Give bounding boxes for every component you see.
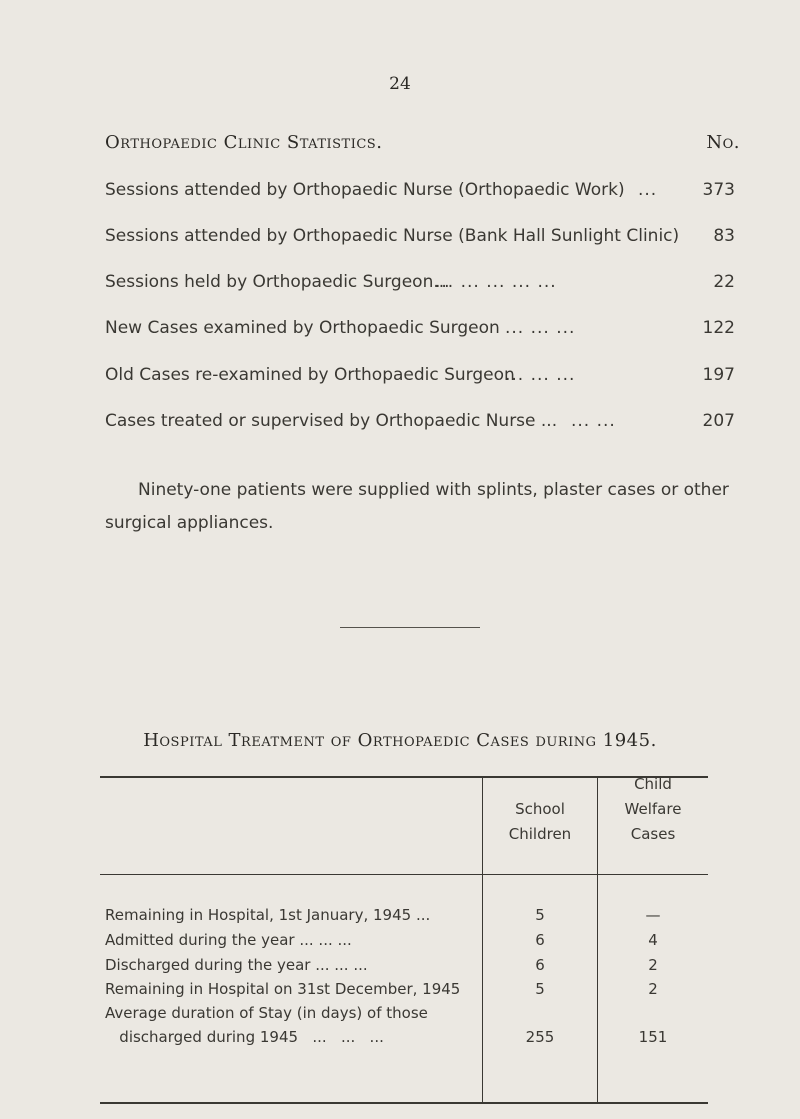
paragraph-line: Ninety-one patients were supplied with splints, plaster cases or other <box>138 480 729 500</box>
column-label-no: No. <box>706 132 740 153</box>
cell-school: 5 <box>535 980 545 998</box>
header-line: School <box>515 800 565 818</box>
header-school-children <box>483 797 597 847</box>
stat-label: Sessions attended by Orthopaedic Nurse (Orthopaedic Work) <box>105 180 625 200</box>
table-header-rule <box>100 874 708 875</box>
header-line: Children <box>508 825 572 843</box>
stat-label: Old Cases re-examined by Orthopaedic Surgeon <box>105 365 515 385</box>
row-label: discharged during 1945 ... ... ... <box>105 1028 384 1046</box>
cell-school: 6 <box>535 931 545 949</box>
appliances-paragraph <box>105 474 735 540</box>
section-title-orthopaedic-clinic <box>105 132 740 153</box>
stat-value: 122 <box>702 318 735 338</box>
table-bottom-rule <box>100 1102 708 1104</box>
stat-value: 197 <box>702 365 735 385</box>
row-label: Discharged during the year ... ... ... <box>105 956 368 974</box>
stat-label: Cases treated or supervised by Orthopaedic Nurse ... <box>105 411 558 431</box>
stat-label: Sessions held by Orthopaedic Surgeon... <box>105 272 450 292</box>
cell-school: 5 <box>535 906 545 924</box>
cell-child: 2 <box>648 956 658 974</box>
section-title-hospital-treatment: Hospital Treatment of Orthopaedic Cases during 1945. <box>143 730 657 751</box>
cell-school: 255 <box>525 1028 555 1046</box>
stat-label: Sessions attended by Orthopaedic Nurse (Bank Hall Sunlight Clinic) <box>105 226 680 246</box>
stat-dots: ... ... <box>571 411 616 431</box>
stat-dots: ... ... ... <box>505 318 576 338</box>
header-child-welfare <box>598 772 708 847</box>
stat-label: New Cases examined by Orthopaedic Surgeon <box>105 318 500 338</box>
cell-child: — <box>645 906 661 924</box>
cell-school: 6 <box>535 956 545 974</box>
cell-child: 2 <box>648 980 658 998</box>
stat-value: 22 <box>713 272 735 292</box>
row-label: Remaining in Hospital on 31st December, 1945 <box>105 980 461 998</box>
row-label: Admitted during the year ... ... ... <box>105 931 352 949</box>
stat-value: 373 <box>702 180 735 200</box>
stat-dots: ... ... ... ... ... <box>435 272 557 292</box>
paragraph-line: surgical appliances. <box>105 513 274 533</box>
hospital-treatment-table <box>100 776 708 1104</box>
header-line: Child <box>634 775 672 793</box>
stat-value: 207 <box>702 411 735 431</box>
stat-dots: ... <box>638 180 658 200</box>
section-divider <box>340 627 480 628</box>
stat-dots: ... ... ... <box>505 365 576 385</box>
header-line: Cases <box>630 825 676 843</box>
page-number: 24 <box>389 74 411 94</box>
cell-child: 4 <box>648 931 658 949</box>
stat-value: 83 <box>713 226 735 246</box>
row-label: Average duration of Stay (in days) of those <box>105 1004 428 1022</box>
cell-child: 151 <box>638 1028 668 1046</box>
header-line: Welfare <box>624 800 682 818</box>
section-title-text: Orthopaedic Clinic Statistics. <box>105 132 383 153</box>
row-label: Remaining in Hospital, 1st January, 1945 ... <box>105 906 431 924</box>
